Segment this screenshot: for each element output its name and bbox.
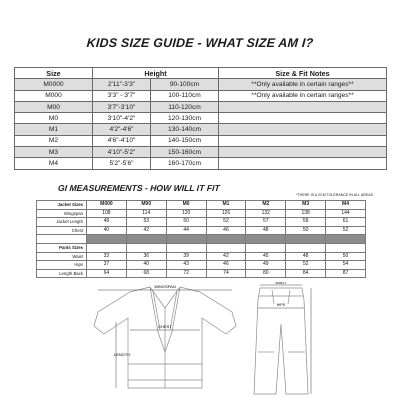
gi-value-cell: 64 xyxy=(87,269,127,278)
gi-value-cell: 39 xyxy=(166,252,206,261)
gi-value-cell: 48 xyxy=(246,226,286,235)
gi-measurements-table xyxy=(36,200,366,278)
height-cm-cell: 130-140cm xyxy=(151,124,219,135)
gi-measure-row xyxy=(37,252,366,261)
gi-blank-row xyxy=(37,235,366,244)
gi-measure-row xyxy=(37,226,366,235)
height-ft-cell: 4'6"-4'10" xyxy=(93,135,151,146)
height-cm-cell: 120-130cm xyxy=(151,113,219,124)
jacket-diagram xyxy=(92,282,238,396)
gi-value-cell: 42 xyxy=(126,226,166,235)
gi-value-cell: 126 xyxy=(206,209,246,218)
gi-blank-cell xyxy=(286,235,326,244)
gi-size-header: M4 xyxy=(326,201,366,210)
gi-size-header: M1 xyxy=(206,201,246,210)
gi-empty-cell xyxy=(126,243,166,252)
gi-blank-cell xyxy=(166,235,206,244)
pants-diagram xyxy=(248,282,314,398)
gi-row-label: Waist xyxy=(37,252,87,261)
gi-value-cell: 45 xyxy=(246,252,286,261)
gi-value-cell: 33 xyxy=(87,252,127,261)
gi-measure-row xyxy=(37,209,366,218)
fit-note-cell: **Only available in certain ranges** xyxy=(219,90,387,101)
size-cell: M1 xyxy=(15,124,93,135)
jacket-header-row xyxy=(37,201,366,210)
gi-blank-cell xyxy=(126,235,166,244)
gi-value-cell: 52 xyxy=(206,218,246,227)
height-ft-cell: 3'7"-3'10" xyxy=(93,101,151,112)
pants-header-label: Pants Sizes xyxy=(37,243,87,252)
gi-blank-cell xyxy=(37,235,87,244)
gi-value-cell: 48 xyxy=(286,252,326,261)
gi-value-cell: 36 xyxy=(126,252,166,261)
gi-size-header: M3 xyxy=(286,201,326,210)
fit-note-cell xyxy=(219,124,387,135)
gi-measure-row xyxy=(37,269,366,278)
height-cm-cell: 150-160cm xyxy=(151,147,219,158)
height-header: Height xyxy=(93,68,219,79)
gi-empty-cell xyxy=(326,243,366,252)
gi-value-cell: 50 xyxy=(326,252,366,261)
pants-header-row xyxy=(37,243,366,252)
gi-value-cell: 53 xyxy=(126,218,166,227)
size-table xyxy=(14,67,387,170)
gi-blank-cell xyxy=(206,235,246,244)
size-cell: M000 xyxy=(15,90,93,101)
size-cell: M00 xyxy=(15,101,93,112)
size-cell: M4 xyxy=(15,158,93,169)
height-cm-cell: 140-150cm xyxy=(151,135,219,146)
gi-value-cell: 120 xyxy=(166,209,206,218)
size-row xyxy=(15,124,387,135)
gi-value-cell: 114 xyxy=(126,209,166,218)
hips-label: HIPS xyxy=(276,303,286,307)
size-cell: M0000 xyxy=(15,79,93,90)
gi-value-cell: 46 xyxy=(206,226,246,235)
gi-size-header: M0 xyxy=(166,201,206,210)
gi-value-cell: 57 xyxy=(246,218,286,227)
height-cm-cell: 160-170cm xyxy=(151,158,219,169)
size-row xyxy=(15,101,387,112)
gi-value-cell: 108 xyxy=(87,209,127,218)
height-ft-cell: 4'2"-4'6" xyxy=(93,124,151,135)
gi-value-cell: 43 xyxy=(166,261,206,270)
gi-empty-cell xyxy=(286,243,326,252)
gi-empty-cell xyxy=(246,243,286,252)
gi-value-cell: 138 xyxy=(286,209,326,218)
gi-measure-row xyxy=(37,261,366,270)
gi-blank-cell xyxy=(246,235,286,244)
size-row xyxy=(15,113,387,124)
gi-value-cell: 132 xyxy=(246,209,286,218)
gi-size-header: M00 xyxy=(126,201,166,210)
gi-value-cell: 44 xyxy=(166,226,206,235)
wingspan-label: WINGSPAN xyxy=(154,284,176,289)
waist-label: WAIST xyxy=(275,282,287,285)
size-table-header-row xyxy=(15,68,387,79)
gi-value-cell: 61 xyxy=(326,218,366,227)
size-row xyxy=(15,147,387,158)
height-ft-cell: 3'10"-4'2" xyxy=(93,113,151,124)
gi-value-cell: 68 xyxy=(126,269,166,278)
length-label: LENGTH xyxy=(113,352,131,357)
gi-value-cell: 50 xyxy=(166,218,206,227)
gi-value-cell: 37 xyxy=(87,261,127,270)
height-cm-cell: 100-110cm xyxy=(151,90,219,101)
fit-note-cell xyxy=(219,147,387,158)
size-cell: M3 xyxy=(15,147,93,158)
notes-header: Size & Fit Notes xyxy=(219,68,387,79)
fit-note-cell xyxy=(219,101,387,112)
fit-note-cell xyxy=(219,135,387,146)
gi-blank-cell xyxy=(326,235,366,244)
gi-value-cell: 54 xyxy=(326,261,366,270)
size-row xyxy=(15,90,387,101)
size-header: Size xyxy=(15,68,93,79)
size-row xyxy=(15,79,387,90)
height-ft-cell: 2'11"-3'3" xyxy=(93,79,151,90)
gi-value-cell: 74 xyxy=(206,269,246,278)
gi-value-cell: 50 xyxy=(286,226,326,235)
size-row xyxy=(15,158,387,169)
height-ft-cell: 5'2"-5'6" xyxy=(93,158,151,169)
gi-size-header: M000 xyxy=(87,201,127,210)
tolerance-note: *THERE IS A 2CM TOLERANCE IN ALL AREAS xyxy=(296,193,374,197)
gi-value-cell: 40 xyxy=(126,261,166,270)
gi-value-cell: 40 xyxy=(87,226,127,235)
size-cell: M2 xyxy=(15,135,93,146)
size-row xyxy=(15,135,387,146)
gi-value-cell: 52 xyxy=(326,226,366,235)
gi-empty-cell xyxy=(166,243,206,252)
gi-value-cell: 48 xyxy=(87,218,127,227)
gi-value-cell: 144 xyxy=(326,209,366,218)
gi-row-label: Hips xyxy=(37,261,87,270)
gi-section-title: GI MEASUREMENTS - HOW WILL IT FIT xyxy=(57,183,221,193)
height-ft-cell: 4'10"-5'2" xyxy=(93,147,151,158)
gi-value-cell: 87 xyxy=(326,269,366,278)
gi-value-cell: 52 xyxy=(286,261,326,270)
jacket-header-row-label: Jacket Sizes xyxy=(37,201,87,210)
fit-note-cell: **Only available in certain ranges** xyxy=(219,79,387,90)
gi-row-label: Length Back xyxy=(37,269,87,278)
gi-value-cell: 49 xyxy=(246,261,286,270)
height-cm-cell: 110-120cm xyxy=(151,101,219,112)
size-cell: M0 xyxy=(15,113,93,124)
height-ft-cell: 3'3" - 3'7" xyxy=(93,90,151,101)
gi-empty-cell xyxy=(87,243,127,252)
gi-measure-row xyxy=(37,218,366,227)
gi-size-header: M2 xyxy=(246,201,286,210)
gi-value-cell: 42 xyxy=(206,252,246,261)
fit-note-cell xyxy=(219,158,387,169)
page-title: KIDS SIZE GUIDE - WHAT SIZE AM I? xyxy=(86,36,314,50)
gi-row-label: Wingspan xyxy=(37,209,87,218)
fit-note-cell xyxy=(219,113,387,124)
gi-value-cell: 59 xyxy=(286,218,326,227)
height-cm-cell: 90-100cm xyxy=(151,79,219,90)
gi-empty-cell xyxy=(206,243,246,252)
gi-value-cell: 84 xyxy=(286,269,326,278)
gi-value-cell: 46 xyxy=(206,261,246,270)
gi-row-label: Jacket Length xyxy=(37,218,87,227)
gi-value-cell: 72 xyxy=(166,269,206,278)
chest-label: CHEST xyxy=(158,324,172,329)
gi-value-cell: 80 xyxy=(246,269,286,278)
gi-blank-cell xyxy=(87,235,127,244)
gi-row-label: Chest xyxy=(37,226,87,235)
